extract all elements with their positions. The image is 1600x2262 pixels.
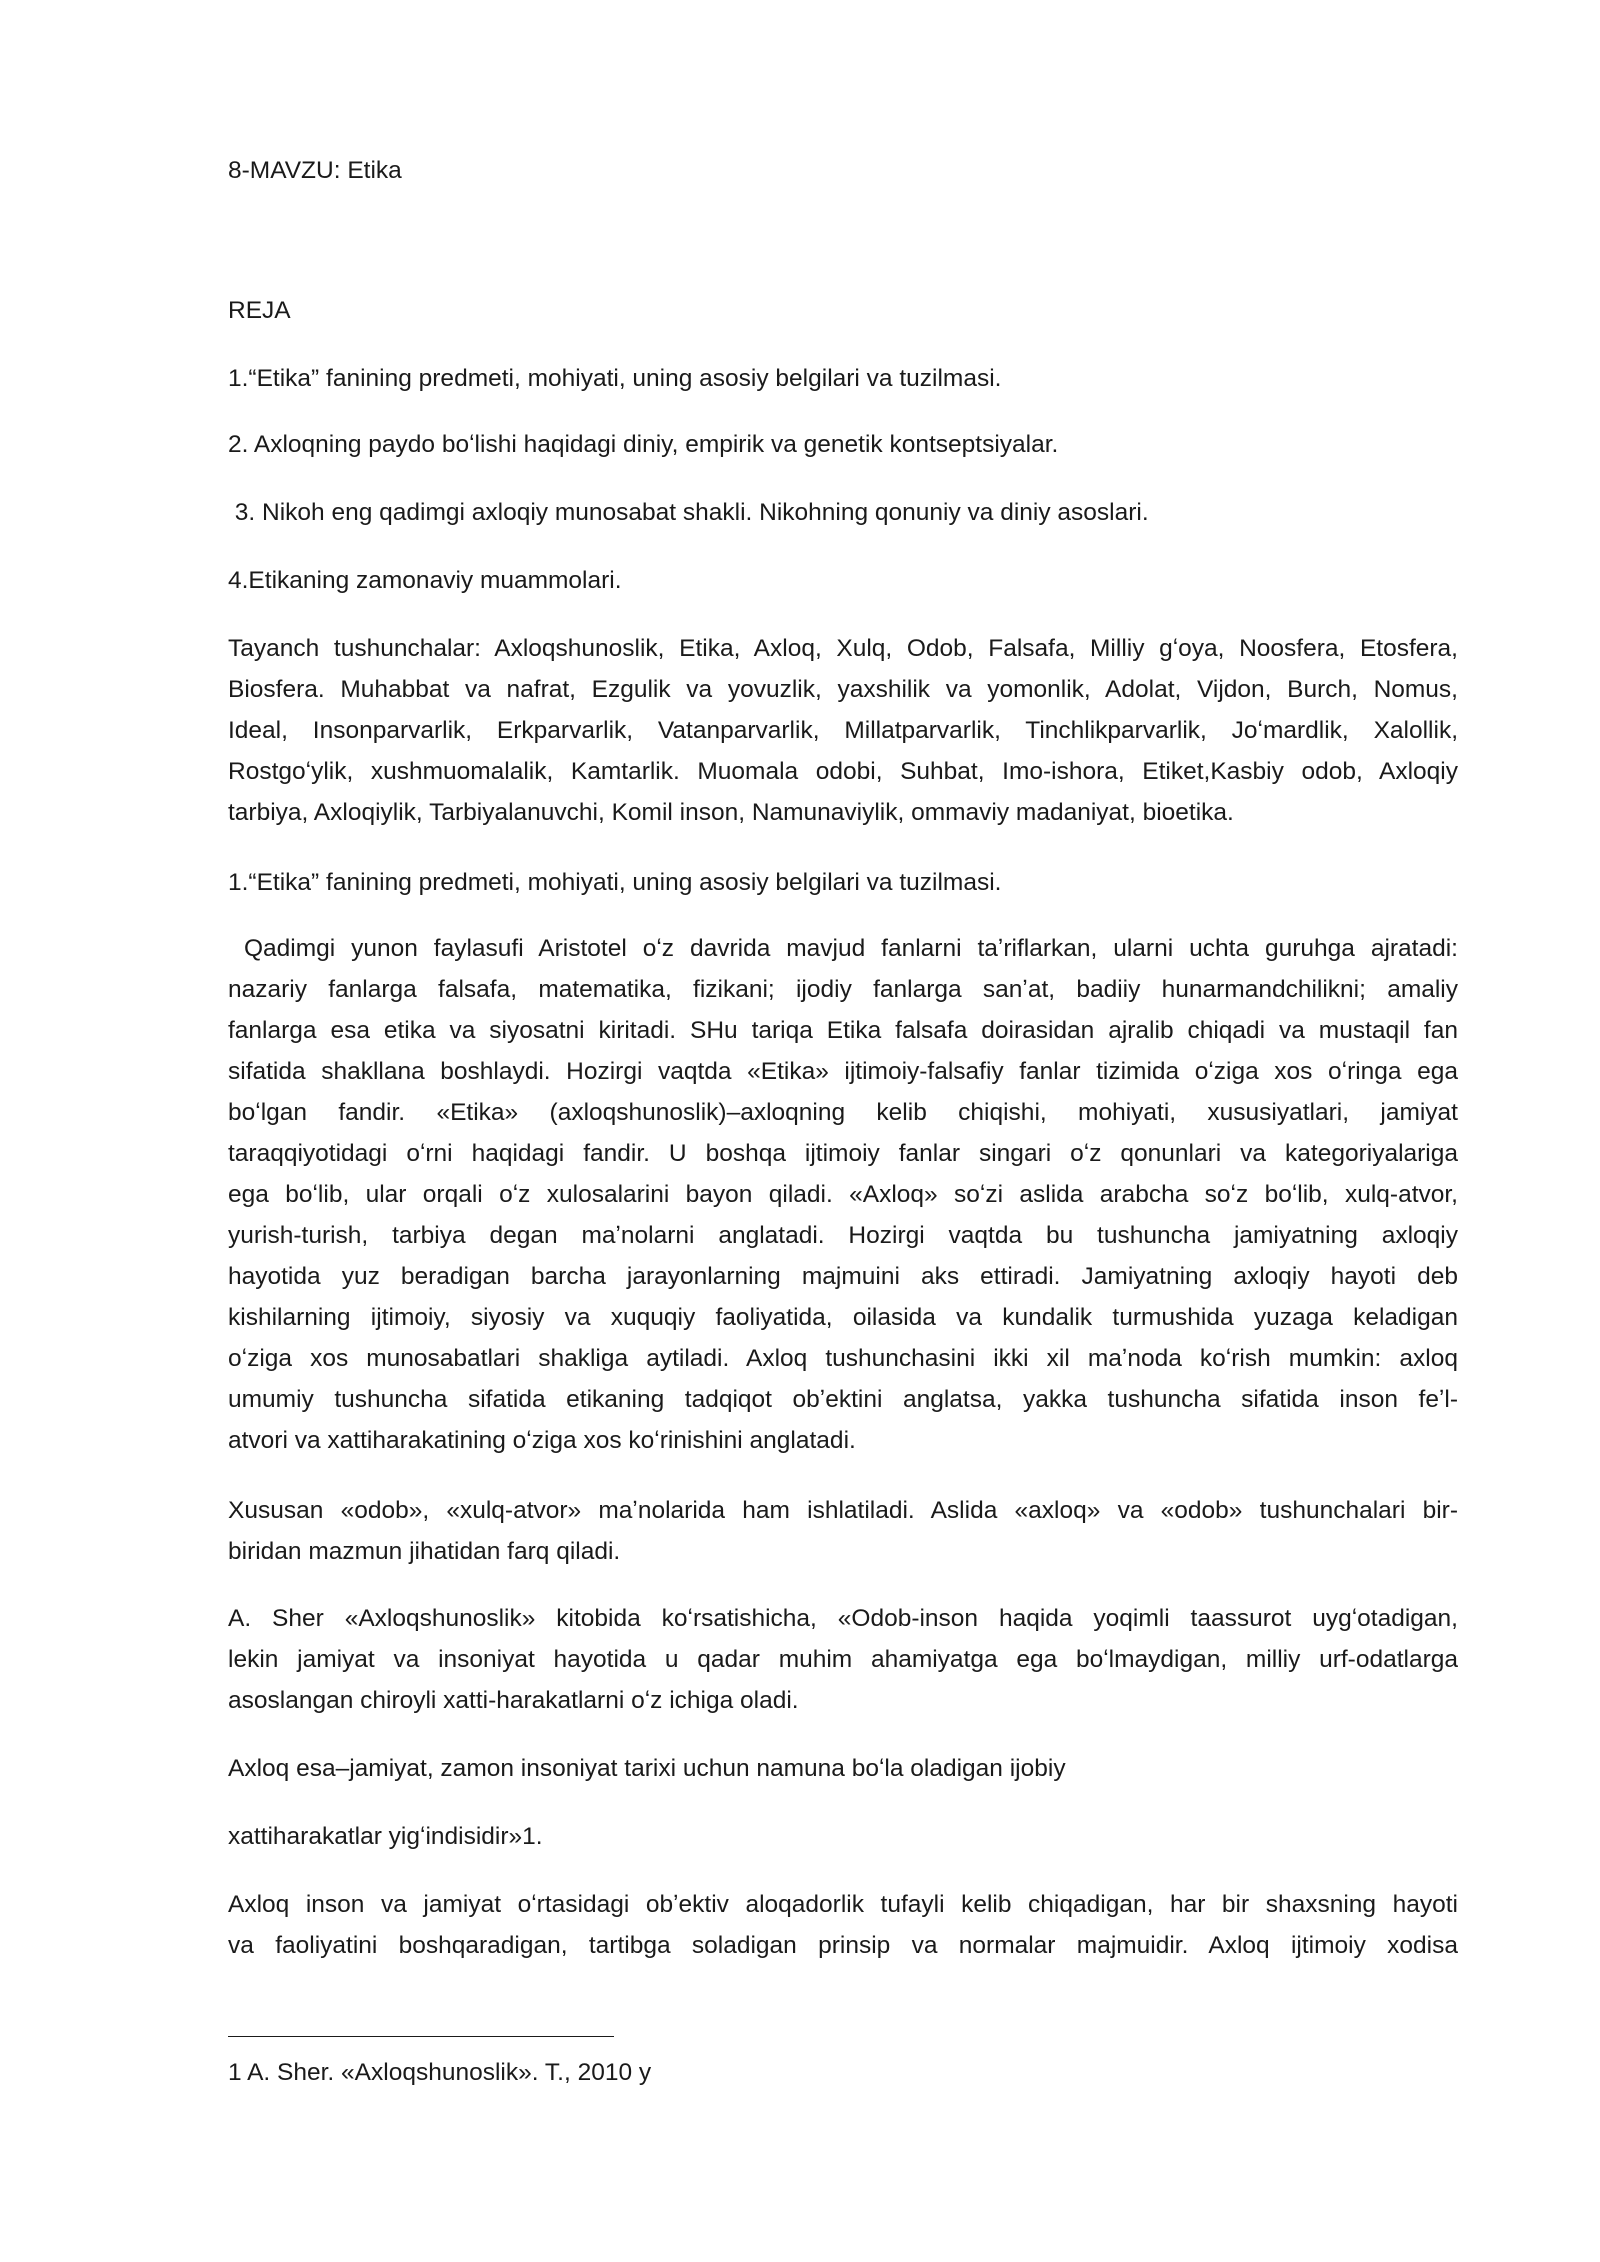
text-line: Xususan «odob», «xulq-atvor» maʼnolarida ham ishlatiladi. Aslida «axloq» va «odob» tushunchalari bir- — [228, 1497, 1458, 1524]
text-line: Axloq inson va jamiyat oʻrtasidagi obʼektiv aloqadorlik tufayli kelib chiqadigan, har bir shaxsning hayoti — [228, 1891, 1458, 1918]
body-paragraph: xattiharakatlar yigʻindisidir»1. — [228, 1823, 543, 1850]
body-paragraph: Axloq esa–jamiyat, zamon insoniyat tarixi uchun namuna boʻla oladigan ijobiy — [228, 1755, 1066, 1782]
text-line: A. Sher «Axloqshunoslik» kitobida koʻrsatishicha, «Odob-inson haqida yoqimli taassurot uygʻotadigan, — [228, 1605, 1458, 1632]
text-line: boʻlgan fandir. «Etika» (axloqshunoslik)–axloqning kelib chiqishi, mohiyati, xususiyatlari, jamiyat — [228, 1099, 1458, 1126]
footnote-separator — [228, 2036, 614, 2037]
text-line: asoslangan chiroyli xatti-harakatlarni oʻz ichiga oladi. — [228, 1687, 799, 1714]
text-line: taraqqiyotidagi oʻrni haqidagi fandir. U boshqa ijtimoiy fanlar singari oʻz qonunlari va kategoriyalariga — [228, 1140, 1458, 1167]
plan-item: 2. Axloqning paydo boʻlishi haqidagi diniy, empirik va genetik kontseptsiyalar. — [228, 431, 1059, 458]
text-line: Ideal, Insonparvarlik, Erkparvarlik, Vatanparvarlik, Millatparvarlik, Tinchlikparvarlik, Joʻmardlik, Xalollik, — [228, 717, 1458, 744]
key-concepts-paragraph — [228, 628, 1458, 833]
topic-title: 8-MAVZU: Etika — [228, 157, 402, 184]
body-paragraph — [228, 1884, 1458, 1966]
text-line: atvori va xattiharakatining oʻziga xos koʻrinishini anglatadi. — [228, 1427, 856, 1454]
text-line: yurish-turish, tarbiya degan maʼnolarni anglatadi. Hozirgi vaqtda bu tushuncha jamiyatning axloqiy — [228, 1222, 1458, 1249]
body-paragraph — [228, 1598, 1458, 1721]
section-heading: 1.“Etika” fanining predmeti, mohiyati, uning asosiy belgilari va tuzilmasi. — [228, 869, 1002, 896]
plan-item: 4.Etikaning zamonaviy muammolari. — [228, 567, 622, 594]
text-line: va faoliyatini boshqaradigan, tartibga soladigan prinsip va normalar majmuidir. Axloq ijtimoiy xodisa — [228, 1932, 1458, 1959]
plan-heading: REJA — [228, 297, 291, 324]
text-line: umumiy tushuncha sifatida etikaning tadqiqot obʼektini anglatsa, yakka tushuncha sifatida inson feʼl- — [228, 1386, 1458, 1413]
text-line: Tayanch tushunchalar: Axloqshunoslik, Etika, Axloq, Xulq, Odob, Falsafa, Milliy gʻoya, Noosfera, Etosfera, — [228, 635, 1458, 662]
text-line: oʻziga xos munosabatlari shakliga aytiladi. Axloq tushunchasini ikki xil maʼnoda koʻrish mumkin: axloq — [228, 1345, 1458, 1372]
text-line: lekin jamiyat va insoniyat hayotida u qadar muhim ahamiyatga ega boʻlmaydigan, milliy urf-odatlarga — [228, 1646, 1458, 1673]
text-line: kishilarning ijtimoiy, siyosiy va xuquqiy faoliyatida, oilasida va kundalik turmushida yuzaga keladigan — [228, 1304, 1458, 1331]
footnote: 1 A. Sher. «Axloqshunoslik». T., 2010 y — [228, 2059, 652, 2086]
text-line: Rostgoʻylik, xushmuomalalik, Kamtarlik. Muomala odobi, Suhbat, Imo-ishora, Etiket,Kasbiy odob, Axloqiy — [228, 758, 1458, 785]
text-line: hayotida yuz beradigan barcha jarayonlarning majmuini aks ettiradi. Jamiyatning axloqiy hayoti deb — [228, 1263, 1458, 1290]
text-line: nazariy fanlarga falsafa, matematika, fizikani; ijodiy fanlarga sanʼat, badiiy hunarmandchilikni; amaliy — [228, 976, 1458, 1003]
body-paragraph — [228, 1490, 1458, 1572]
text-line: fanlarga esa etika va siyosatni kiritadi. SHu tariqa Etika falsafa doirasidan ajralib chiqadi va mustaqil fan — [228, 1017, 1458, 1044]
plan-item: 3. Nikoh eng qadimgi axloqiy munosabat shakli. Nikohning qonuniy va diniy asoslari. — [228, 499, 1149, 526]
text-line: Qadimgi yunon faylasufi Aristotel oʻz davrida mavjud fanlarni taʼriflarkan, ularni uchta guruhga ajratadi: — [228, 935, 1458, 962]
plan-item: 1.“Etika” fanining predmeti, mohiyati, uning asosiy belgilari va tuzilmasi. — [228, 365, 1002, 392]
text-line: sifatida shakllana boshlaydi. Hozirgi vaqtda «Etika» ijtimoiy-falsafiy fanlar tizimida oʻziga xos oʻringa ega — [228, 1058, 1458, 1085]
text-line: tarbiya, Axloqiylik, Tarbiyalanuvchi, Komil inson, Namunaviylik, ommaviy madaniyat, bioetika. — [228, 799, 1234, 826]
body-paragraph — [228, 928, 1458, 1461]
text-line: ega boʻlib, ular orqali oʻz xulosalarini bayon qiladi. «Axloq» soʻzi aslida arabcha soʻz boʻlib, xulq-atvor, — [228, 1181, 1458, 1208]
text-line: Biosfera. Muhabbat va nafrat, Ezgulik va yovuzlik, yaxshilik va yomonlik, Adolat, Vijdon, Burch, Nomus, — [228, 676, 1458, 703]
text-line: biridan mazmun jihatidan farq qiladi. — [228, 1538, 621, 1565]
